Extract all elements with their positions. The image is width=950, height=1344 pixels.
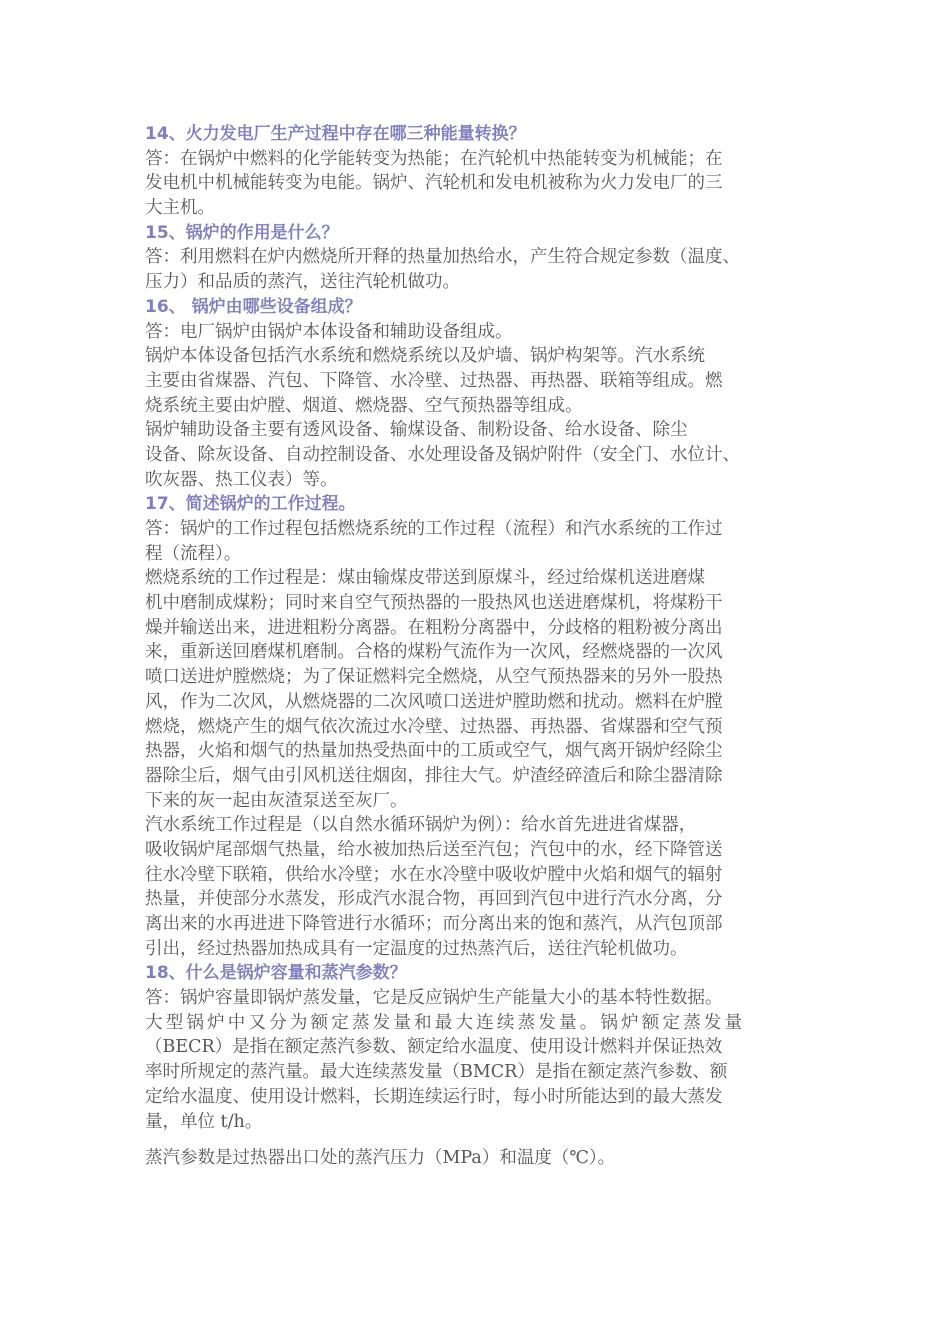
answer-text-line: 往水冷壁下联箱，供给水冷壁；水在水冷壁中吸收炉膛中火焰和烟气的辐射: [145, 864, 723, 885]
answer-text-line: 吸收锅炉尾部烟气热量，给水被加热后送至汽包；汽包中的水，经下降管送: [145, 839, 723, 860]
answer-text-line: 器除尘后，烟气由引风机送往烟囱，排往大气。炉渣经碎渣后和除尘器清除: [145, 765, 723, 786]
answer-text-line: 答：在锅炉中燃料的化学能转变为热能；在汽轮机中热能转变为机械能；在: [145, 148, 723, 169]
answer-text-line: 吹灰器、热工仪表）等。: [145, 469, 338, 490]
answer-text-line: 热器，火焰和烟气的热量加热受热面中的工质或空气，烟气离开锅炉经除尘: [145, 741, 723, 762]
answer-text-line: 定给水温度、使用设计燃料，长期连续运行时，每小时所能达到的最大蒸发: [145, 1086, 723, 1107]
answer-text-line: 来，重新送回磨煤机磨制。合格的煤粉气流作为一次风，经燃烧器的一次风: [145, 642, 723, 663]
question-heading: 17、简述锅炉的工作过程。: [145, 494, 356, 515]
answer-text-line: 风，作为二次风，从燃烧器的二次风喷口送进炉膛助燃和扰动。燃料在炉膛: [145, 691, 723, 712]
paragraph-gap: [145, 1134, 810, 1146]
answer-text-line: 设备、除灰设备、自动控制设备、水处理设备及锅炉附件（安全门、水位计、: [145, 444, 740, 465]
document-page: [145, 122, 810, 1171]
answer-text-line: 答：锅炉的工作过程包括燃烧系统的工作过程（流程）和汽水系统的工作过: [145, 519, 723, 539]
answer-text-line: 下来的灰一起由灰渣泵送至灰厂。: [145, 790, 408, 811]
answer-text-line: 机中磨制成煤粉；同时来自空气预热器的一股热风也送进磨煤机，将煤粉干: [145, 593, 723, 614]
answer-text-line: 压力）和品质的蒸汽，送往汽轮机做功。: [145, 272, 460, 293]
answer-text-line: 燃烧系统的工作过程是：煤由输煤皮带送到原煤斗，经过给煤机送进磨煤: [145, 568, 705, 589]
answer-text-line: 发电机中机械能转变为电能。锅炉、汽轮机和发电机被称为火力发电厂的三: [145, 173, 723, 194]
answer-text-line: 引出，经过热器加热成具有一定温度的过热蒸汽后，送往汽轮机做功。: [145, 938, 688, 959]
answer-text-line: 量，单位 t/h。: [145, 1111, 263, 1132]
answer-text-line: 大型锅炉中又分为额定蒸发量和最大连续蒸发量。锅炉额定蒸发量: [145, 1012, 746, 1033]
answer-text-line: 锅炉本体设备包括汽水系统和燃烧系统以及炉墙、锅炉构架等。汽水系统: [145, 346, 705, 367]
question-heading: 14、火力发电厂生产过程中存在哪三种能量转换？: [145, 124, 526, 144]
answer-text-line: 汽水系统工作过程是（以自然水循环锅炉为例）：给水首先进进省煤器，: [145, 815, 697, 836]
answer-text-line: 锅炉辅助设备主要有透风设备、输煤设备、制粉设备、给水设备、除尘: [145, 420, 688, 441]
answer-text-line: （BECR）是指在额定蒸汽参数、额定给水温度、使用设计燃料并保证热效: [145, 1037, 723, 1058]
answer-text-line: 大主机。: [145, 198, 215, 219]
answer-text-line: 答：电厂锅炉由锅炉本体设备和辅助设备组成。: [145, 321, 513, 342]
answer-text-line: 程（流程）。: [145, 543, 242, 564]
answer-text-line: 答：锅炉容量即锅炉蒸发量，它是反应锅炉生产能量大小的基本特性数据。: [145, 988, 723, 1009]
answer-text-line: 烧系统主要由炉膛、烟道、燃烧器、空气预热器等组成。: [145, 395, 583, 416]
answer-text-line: 蒸汽参数是过热器出口处的蒸汽压力（MPa）和温度（℃）。: [145, 1148, 616, 1169]
answer-text-line: 答：利用燃料在炉内燃烧所开释的热量加热给水，产生符合规定参数（温度、: [145, 247, 740, 268]
answer-text-line: 主要由省煤器、汽包、下降管、水冷壁、过热器、再热器、联箱等组成。燃: [145, 370, 723, 391]
answer-text-line: 喷口送进炉膛燃烧；为了保证燃料完全燃烧，从空气预热器来的另外一股热: [145, 667, 723, 688]
question-heading: 18、什么是锅炉容量和蒸汽参数？: [145, 963, 407, 984]
answer-text-line: 离出来的水再进进下降管进行水循环；而分离出来的饱和蒸汽，从汽包顶部: [145, 914, 723, 934]
answer-text-line: 燃烧，燃烧产生的烟气依次流过水冷壁、过热器、再热器、省煤器和空气预: [145, 716, 723, 737]
answer-text-line: 燥并输送出来，进进粗粉分离器。在粗粉分离器中，分歧格的粗粉被分离出: [145, 617, 723, 638]
question-heading: 16、 锅炉由哪些设备组成？: [145, 296, 362, 317]
answer-text-line: 率时所规定的蒸汽量。最大连续蒸发量（BMCR）是指在额定蒸汽参数、额: [145, 1062, 728, 1083]
answer-text-line: 热量，并使部分水蒸发，形成汽水混合物，再回到汽包中进行汽水分离，分: [145, 889, 723, 910]
question-heading: 15、锅炉的作用是什么？: [145, 222, 339, 243]
